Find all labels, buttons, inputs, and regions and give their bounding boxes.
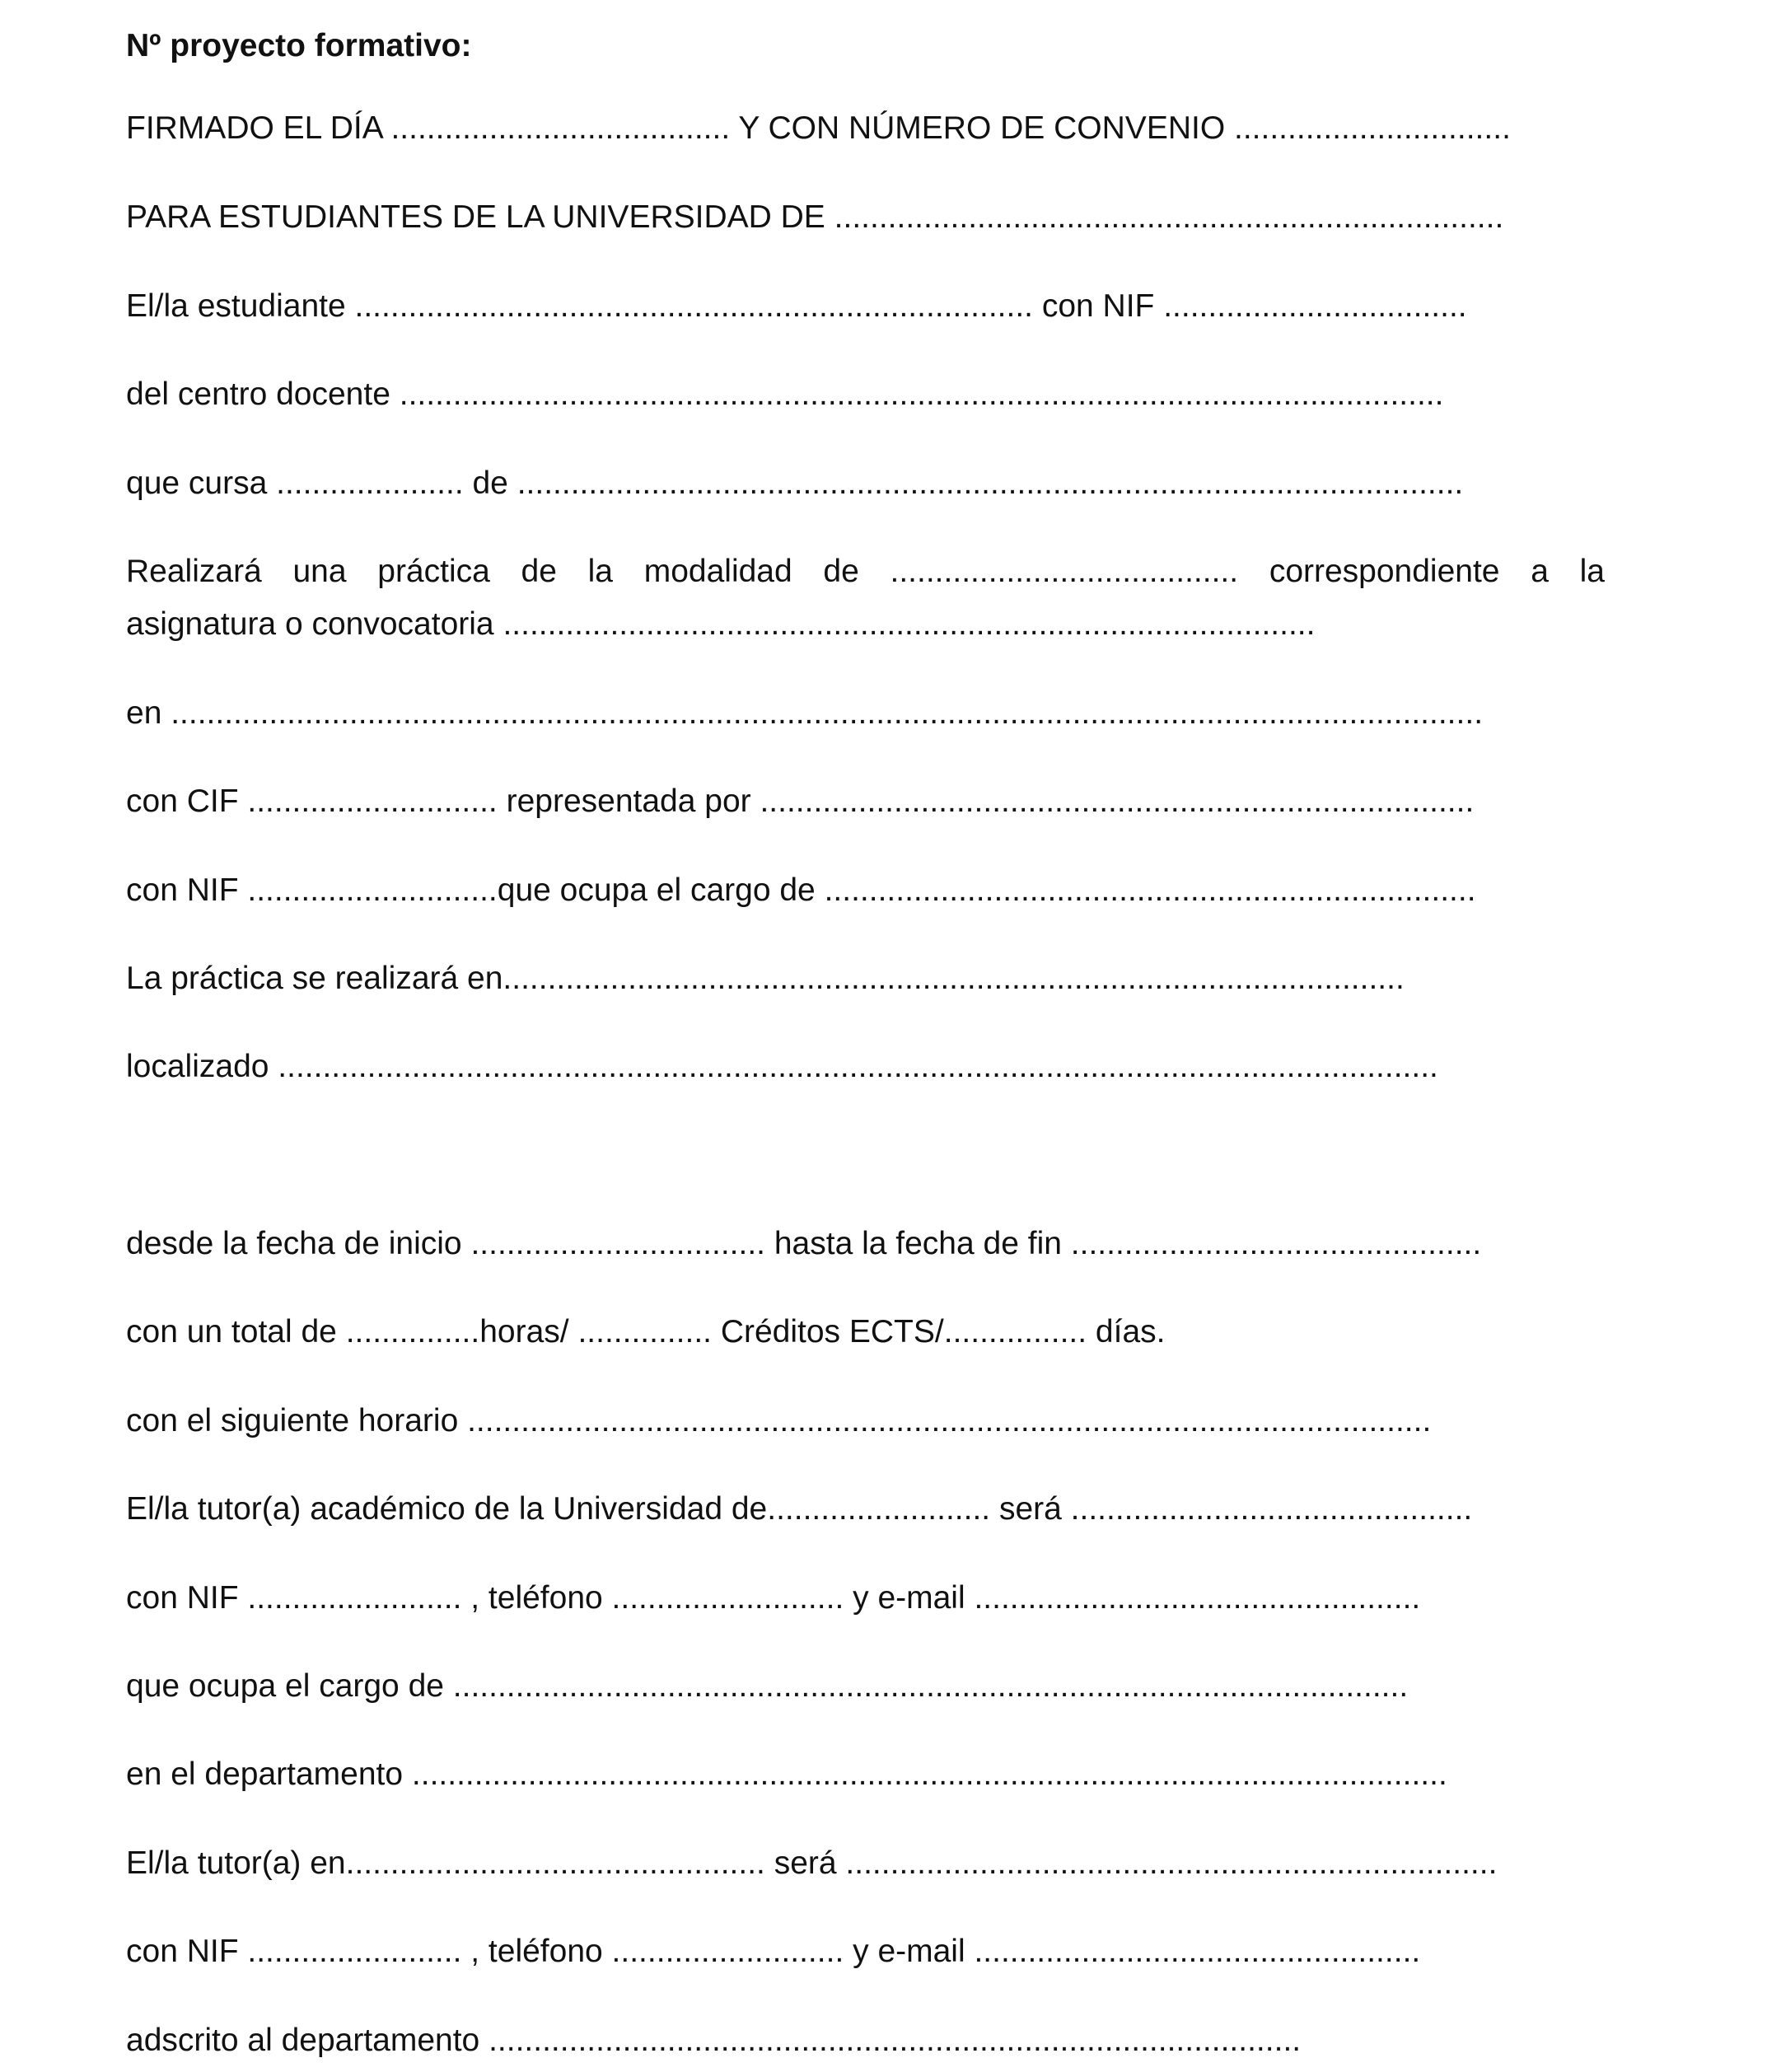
academic-tutor-position-line: que ocupa el cargo de ...........................................................................................................: [126, 1668, 1409, 1704]
student-line: El/la estudiante ............................................................................ con NIF ..................................: [126, 288, 1467, 324]
location-line: localizado ..................................................................................................................................: [126, 1049, 1438, 1084]
practice-place-line: La práctica se realizará en.....................................................................................................: [126, 961, 1405, 996]
company-tutor-line: El/la tutor(a) en............................................... será .........................................................................: [126, 1845, 1498, 1881]
company-tutor-department-line: adscrito al departamento ...........................................................................................: [126, 2023, 1302, 2058]
form-title: Nº proyecto formativo:: [126, 28, 472, 63]
company-tutor-contact-line: con NIF ........................ , teléfono .......................... y e-mail ..................................................: [126, 1934, 1421, 1969]
course-line: que cursa ..................... de ..........................................................................................................: [126, 465, 1464, 501]
university-line: PARA ESTUDIANTES DE LA UNIVERSIDAD DE ...........................................................................: [126, 199, 1504, 235]
subject-line: asignatura o convocatoria ...........................................................................................: [126, 606, 1316, 642]
dates-line: desde la fecha de inicio ................................. hasta la fecha de fin ..............................................: [126, 1226, 1482, 1261]
academic-tutor-department-line: en el departamento ....................................................................................................................: [126, 1756, 1447, 1792]
cif-representative-line: con CIF ............................ representada por ................................................................................: [126, 783, 1475, 819]
academic-tutor-contact-line: con NIF ........................ , teléfono .......................... y e-mail ..................................................: [126, 1580, 1421, 1616]
company-line: en ...................................................................................................................................................: [126, 695, 1484, 731]
signed-date-agreement-line: FIRMADO EL DÍA ...................................... Y CON NÚMERO DE CONVENIO ...............................: [126, 110, 1511, 146]
academic-tutor-line: El/la tutor(a) académico de la Universidad de......................... será .............................................: [126, 1491, 1473, 1527]
teaching-center-line: del centro docente .....................................................................................................................: [126, 377, 1444, 412]
schedule-line: con el siguiente horario ............................................................................................................: [126, 1403, 1432, 1438]
total-hours-line: con un total de ...............horas/ ............... Créditos ECTS/................ días.: [126, 1314, 1166, 1349]
nif-position-line: con NIF ............................que ocupa el cargo de .........................................................................: [126, 872, 1476, 908]
modality-line: Realizará una práctica de la modalidad de ....................................... correspondiente a la: [126, 554, 1605, 589]
